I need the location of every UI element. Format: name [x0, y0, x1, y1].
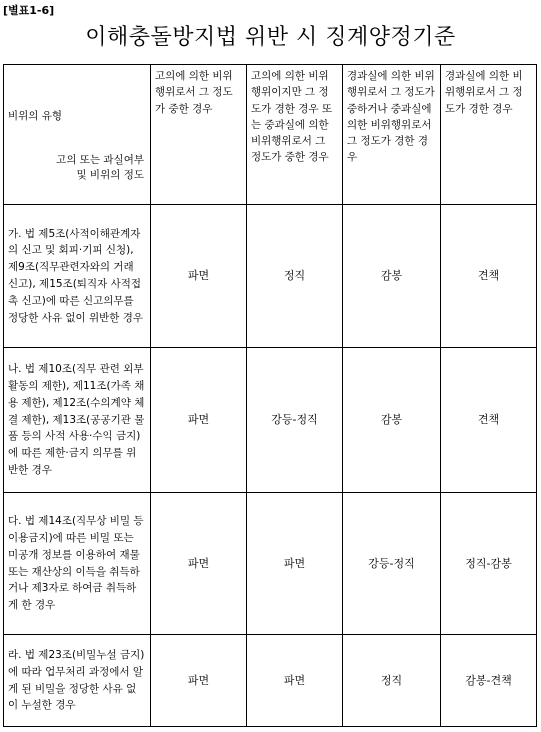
- sanction-cell: 파면: [151, 635, 247, 727]
- sanction-cell: 감봉-견책: [441, 635, 537, 727]
- header-corner-bottom-label: 비위의 유형: [8, 110, 63, 123]
- sanction-cell: 강등-정직: [343, 493, 441, 635]
- header-col-3: 경과실에 의한 비위행위로서 그 정도가 중하거나 중과실에 의한 비위행위로서 그 정도가 경한 경우: [343, 65, 441, 205]
- header-corner-cell: [4, 65, 151, 205]
- sanction-cell: 정직: [343, 635, 441, 727]
- table-header-row: [4, 65, 537, 205]
- violation-type-cell: 다. 법 제14조(직무상 비밀 등 이용금지)에 따른 비밀 또는 미공개 정보를 이용하여 재물 또는 재산상의 이득을 취득하거나 제3자로 하여금 취득하게 한 경우: [4, 493, 151, 635]
- header-col-1: 고의에 의한 비위행위로서 그 정도가 중한 경우: [151, 65, 247, 205]
- table-row: [4, 493, 537, 635]
- header-col-2: 고의에 의한 비위행위이지만 그 정도가 경한 경우 또는 중과실에 의한 비위행위로서 그 정도가 중한 경우: [247, 65, 343, 205]
- sanction-cell: 파면: [151, 493, 247, 635]
- page-title: 이해충돌방지법 위반 시 징계양정기준: [85, 25, 456, 50]
- table-row: [4, 635, 537, 727]
- table-row: [4, 348, 537, 493]
- violation-type-cell: 라. 법 제23조(비밀누설 금지)에 따라 업무처리 과정에서 알게 된 비밀을 정당한 사유 없이 누설한 경우: [4, 635, 151, 727]
- sanction-cell: 강등-정직: [247, 348, 343, 493]
- sanction-cell: 정직: [247, 205, 343, 348]
- sanction-cell: 파면: [247, 635, 343, 727]
- sanction-cell: 파면: [247, 493, 343, 635]
- sanction-cell: 견책: [441, 348, 537, 493]
- sanction-cell: 정직-감봉: [441, 493, 537, 635]
- header-col-4: 경과실에 의한 비위행위로서 그 정도가 경한 경우: [441, 65, 537, 205]
- sanction-cell: 견책: [441, 205, 537, 348]
- violation-type-cell: 가. 법 제5조(사적이해관계자의 신고 및 회피·기피 신청), 제9조(직무관련자와의 거래 신고), 제15조(퇴직자 사적접촉 신고)에 따른 신고의무를 정당한 사유 없이 위반한 경우: [4, 205, 151, 348]
- sanction-cell: 감봉: [343, 205, 441, 348]
- table-row: [4, 205, 537, 348]
- sanction-cell: 감봉: [343, 348, 441, 493]
- violation-type-cell: 나. 법 제10조(직무 관련 외부활동의 제한), 제11조(가족 채용 제한), 제12조(수의계약 체결 제한), 제13조(공공기관 물품 등의 사적 사용·수익 금지)에 따른 제한·금지 의무를 위반한 경우: [4, 348, 151, 493]
- attachment-label: [별표1-6]: [3, 4, 55, 17]
- disciplinary-standards-table: [3, 64, 537, 727]
- sanction-cell: 파면: [151, 348, 247, 493]
- header-corner-top-label: 고의 또는 과실여부 및 비위의 정도: [56, 153, 144, 182]
- sanction-cell: 파면: [151, 205, 247, 348]
